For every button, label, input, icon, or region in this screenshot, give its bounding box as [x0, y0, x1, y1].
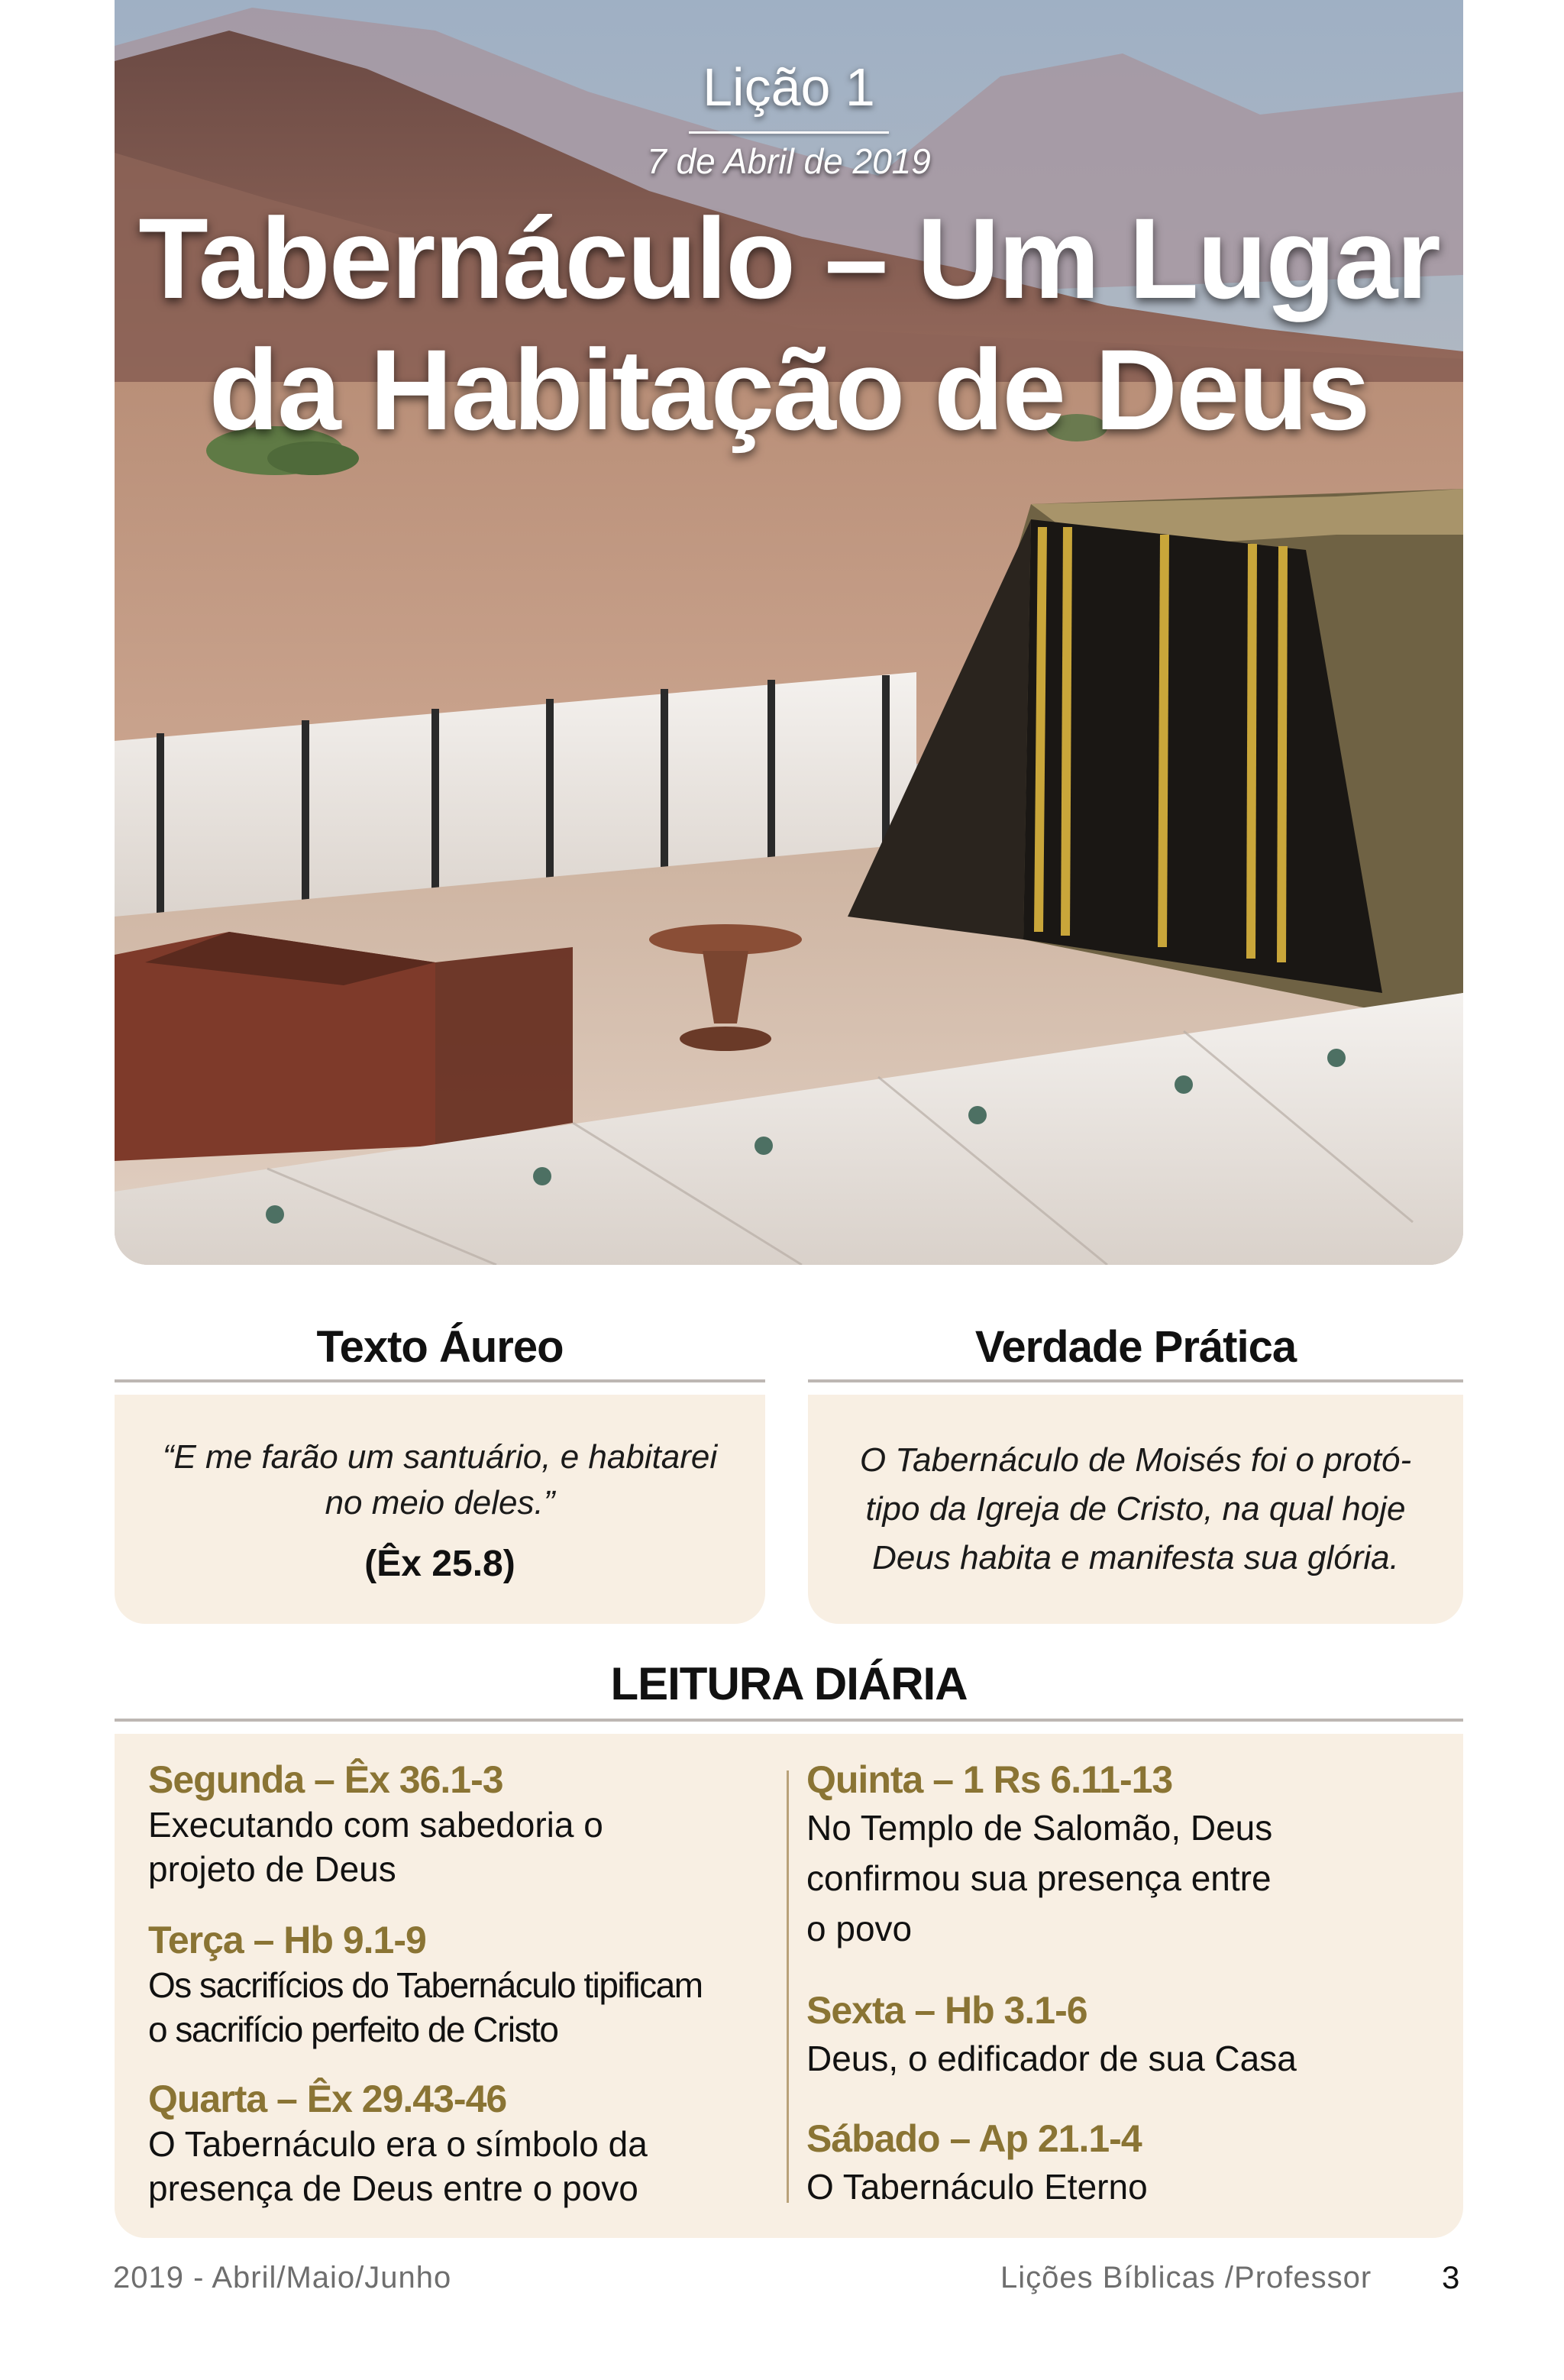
reading-item-sabado — [806, 2116, 1148, 2212]
practical-truth-text — [860, 1436, 1411, 1583]
reading-day-text: o sacrifício perfeito de Cristo — [148, 2010, 558, 2049]
verdade-pratica-heading: Verdade Prática — [974, 1322, 1297, 1372]
reading-day-text: O Tabernáculo era o símbolo da — [148, 2124, 648, 2164]
reading-day-heading: Sexta – Hb 3.1-6 — [806, 1989, 1087, 2032]
texto-aureo-box — [115, 1395, 765, 1624]
lesson-date: 7 de Abril de 2019 — [647, 141, 931, 181]
golden-text-line2: no meio deles.” — [325, 1483, 555, 1521]
lesson-number: Lição 1 — [703, 57, 875, 117]
leitura-divider — [115, 1719, 1463, 1722]
texto-aureo-heading: Texto Áureo — [316, 1322, 564, 1372]
verdade-pratica-box — [808, 1395, 1463, 1624]
reading-day-text: presença de Deus entre o povo — [148, 2168, 638, 2208]
footer-issue: 2019 - Abril/Maio/Junho — [113, 2261, 452, 2294]
reading-item-quinta — [806, 1757, 1272, 1954]
reading-day-text: O Tabernáculo Eterno — [806, 2167, 1148, 2207]
reading-day-text: projeto de Deus — [148, 1849, 396, 1889]
reading-day-text: Executando com sabedoria o — [148, 1805, 603, 1845]
reading-day-text: No Templo de Salomão, Deus — [806, 1808, 1273, 1848]
golden-text-reference: (Êx 25.8) — [364, 1543, 515, 1584]
reading-day-text: confirmou sua presença entre — [806, 1858, 1272, 1898]
reading-day-text: Os sacrifícios do Tabernáculo tipificam — [148, 1965, 703, 2005]
practical-truth-line2: tipo da Igreja de Cristo, na qual hoje — [865, 1490, 1406, 1528]
lesson-divider — [689, 131, 889, 134]
texto-aureo-divider — [115, 1379, 765, 1382]
leitura-diaria-heading: LEITURA DIÁRIA — [610, 1658, 968, 1709]
verdade-pratica-divider — [808, 1379, 1463, 1382]
reading-day-heading: Quarta – Êx 29.43-46 — [148, 2078, 507, 2120]
hero-image — [115, 0, 1463, 1265]
reading-day-heading: Sábado – Ap 21.1-4 — [806, 2117, 1142, 2160]
lesson-title-line1: Tabernáculo – Um Lugar — [138, 194, 1440, 322]
golden-text-line1: “E me farão um santuário, e habitarei — [162, 1437, 718, 1476]
reading-day-heading: Terça – Hb 9.1-9 — [148, 1919, 426, 1961]
page-number: 3 — [1442, 2259, 1460, 2295]
reading-day-heading: Quinta – 1 Rs 6.11-13 — [806, 1758, 1173, 1801]
reading-item-segunda — [148, 1757, 603, 1891]
reading-day-text: o povo — [806, 1909, 913, 1948]
reading-day-heading: Segunda – Êx 36.1-3 — [148, 1758, 503, 1801]
practical-truth-line3: Deus habita e manifesta sua glória. — [872, 1539, 1399, 1576]
practical-truth-line1: O Tabernáculo de Moisés foi o protó- — [859, 1441, 1412, 1479]
reading-day-text: Deus, o edificador de sua Casa — [806, 2039, 1297, 2078]
golden-text-quote — [163, 1434, 717, 1526]
reading-item-terca — [148, 1917, 703, 2052]
reading-item-sexta — [806, 1987, 1297, 2084]
leitura-column-divider — [787, 1770, 789, 2203]
footer-publication: Lições Bíblicas /Professor — [1000, 2261, 1372, 2294]
reading-item-quarta — [148, 2076, 648, 2210]
lesson-title — [115, 192, 1463, 455]
lesson-title-line2: da Habitação de Deus — [208, 325, 1369, 454]
tabernacle-photo — [115, 0, 1463, 1265]
